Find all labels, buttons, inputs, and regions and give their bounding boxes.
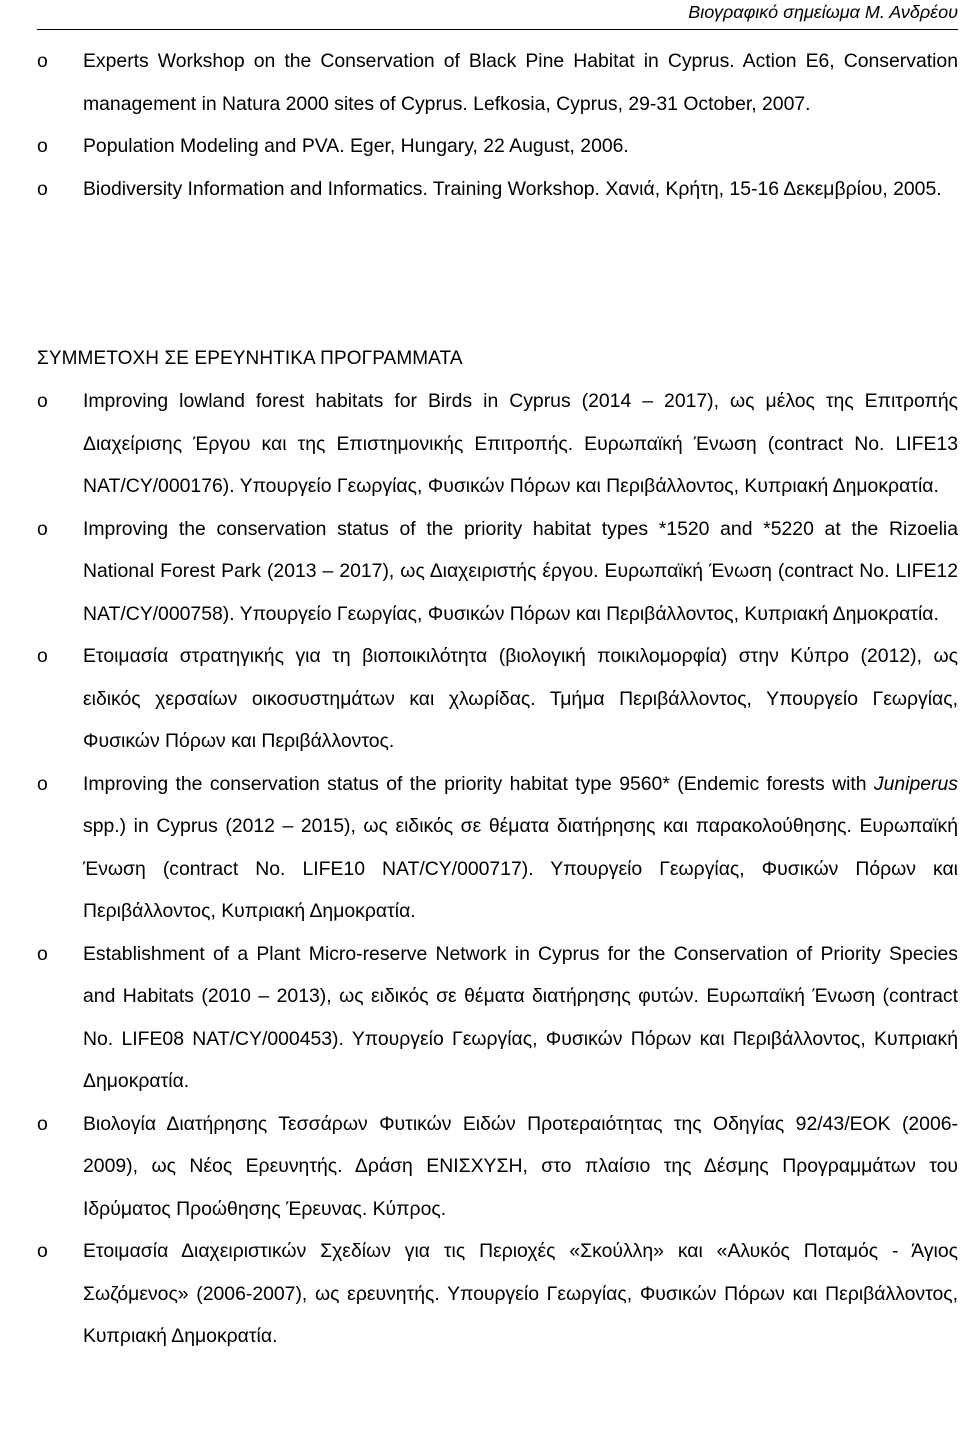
list-item bbox=[37, 763, 958, 933]
list-item bbox=[37, 1230, 958, 1358]
bullet-marker: o bbox=[37, 390, 48, 412]
entry-text: Experts Workshop on the Conservation of Black Pine Habitat in Cyprus. Action E6, Conservation management in Natura 2000 sites of Cyprus. Lefkosia, Cyprus, 29-31 October, 2007. bbox=[83, 50, 958, 115]
bullet-marker: o bbox=[37, 517, 48, 540]
section-heading-research-projects: ΣΥΜΜΕΤΟΧΗ ΣΕ ΕΡΕΥΝΗΤΙΚΑ ΠΡΟΓΡΑΜΜΑΤΑ bbox=[37, 348, 463, 369]
bullet-marker: o bbox=[37, 772, 48, 795]
bullet-marker: o bbox=[37, 177, 48, 200]
list-item bbox=[37, 125, 958, 168]
list-item bbox=[37, 168, 958, 211]
bullet-marker: o bbox=[37, 135, 48, 157]
list-item bbox=[37, 635, 958, 763]
entry-text: Ετοιμασία Διαχειριστικών Σχεδίων για τις Περιοχές «Σκούλλη» και «Αλυκός Ποταμός - Άγιος Σωζόμενος» (2006-2007), ως ερευνητής. Υπουργείο Γεωργίας, Φυσικών Πόρων και Περιβάλλοντος, Κυπριακή Δημοκρατία. bbox=[83, 1240, 958, 1347]
running-header: Βιογραφικό σημείωμα Μ. Ανδρέου bbox=[688, 2, 958, 22]
bullet-marker: o bbox=[37, 942, 48, 965]
list-item bbox=[37, 508, 958, 636]
bullet-marker: o bbox=[37, 645, 48, 667]
species-name-italic: Juniperus bbox=[873, 772, 958, 795]
research-projects-list bbox=[37, 380, 958, 1358]
workshop-list bbox=[37, 40, 958, 210]
list-item bbox=[37, 380, 958, 508]
list-item bbox=[37, 933, 958, 1103]
entry-text: Improving lowland forest habitats for Birds in Cyprus (2014 – 2017), ως μέλος της Επιτροπής Διαχείρισης Έργου και της Επιστημονικής Επιτροπής. Ευρωπαϊκή Ένωση (contract No. LIFE13 NAT/CY/000176). Υπουργείο Γεωργίας, Φυσικών Πόρων και Περιβάλλοντος, Κυπριακή Δημοκρατία. bbox=[83, 390, 958, 497]
list-item bbox=[37, 1103, 958, 1231]
entry-text: Biodiversity Information and Informatics. Training Workshop. Χανιά, Κρήτη, 15-16 Δεκεμβρίου, 2005. bbox=[83, 177, 942, 200]
entry-text: Population Modeling and PVA. Eger, Hungary, 22 August, 2006. bbox=[83, 135, 629, 157]
entry-text: Improving the conservation status of the priority habitat types *1520 and *5220 at the Rizoelia National Forest Park (2013 – 2017), ως Διαχειριστής έργου. Ευρωπαϊκή Ένωση (contract No. LIFE12 NAT/CY/000758). Υπουργείο Γεωργίας, Φυσικών Πόρων και Περιβάλλοντος, Κυπριακή Δημοκρατία. bbox=[83, 517, 958, 625]
list-item bbox=[37, 40, 958, 125]
bullet-marker: o bbox=[37, 50, 48, 72]
entry-text: Ετοιμασία στρατηγικής για τη βιοποικιλότητα (βιολογική ποικιλομορφία) στην Κύπρο (2012), ως ειδικός χερσαίων οικοσυστημάτων και χλωρίδας. Τμήμα Περιβάλλοντος, Υπουργείο Γεωργίας, Φυσικών Πόρων και Περιβάλλοντος. bbox=[83, 645, 958, 752]
header-divider bbox=[37, 29, 958, 30]
entry-text-start: Improving the conservation status of the priority habitat type 9560* (Endemic forests with bbox=[83, 772, 874, 795]
bullet-marker: o bbox=[37, 1240, 48, 1262]
entry-text-end: spp.) in Cyprus (2012 – 2015), ως ειδικός σε θέματα διατήρησης και παρακολούθησης. Ευρωπαϊκή Ένωση (contract No. LIFE10 NAT/CY/000717). Υπουργείο Γεωργίας, Φυσικών Πόρων και Περιβάλλοντος, Κυπριακή Δημοκρατία. bbox=[83, 815, 958, 922]
entry-text: Βιολογία Διατήρησης Τεσσάρων Φυτικών Ειδών Προτεραιότητας της Οδηγίας 92/43/ΕΟΚ (2006-2009), ως Νέος Ερευνητής. Δράση ΕΝΙΣΧΥΣΗ, στο πλαίσιο της Δέσμης Προγραμμάτων του Ιδρύματος Προώθησης Έρευνας. Κύπρος. bbox=[83, 1112, 958, 1220]
bullet-marker: o bbox=[37, 1112, 48, 1135]
entry-text: Establishment of a Plant Micro-reserve Network in Cyprus for the Conservation of Priority Species and Habitats (2010 – 2013), ως ειδικός σε θέματα διατήρησης φυτών. Ευρωπαϊκή Ένωση (contract No. LIFE08 NAT/CY/000453). Υπουργείο Γεωργίας, Φυσικών Πόρων και Περιβάλλοντος, Κυπριακή Δημοκρατία. bbox=[83, 942, 958, 1092]
